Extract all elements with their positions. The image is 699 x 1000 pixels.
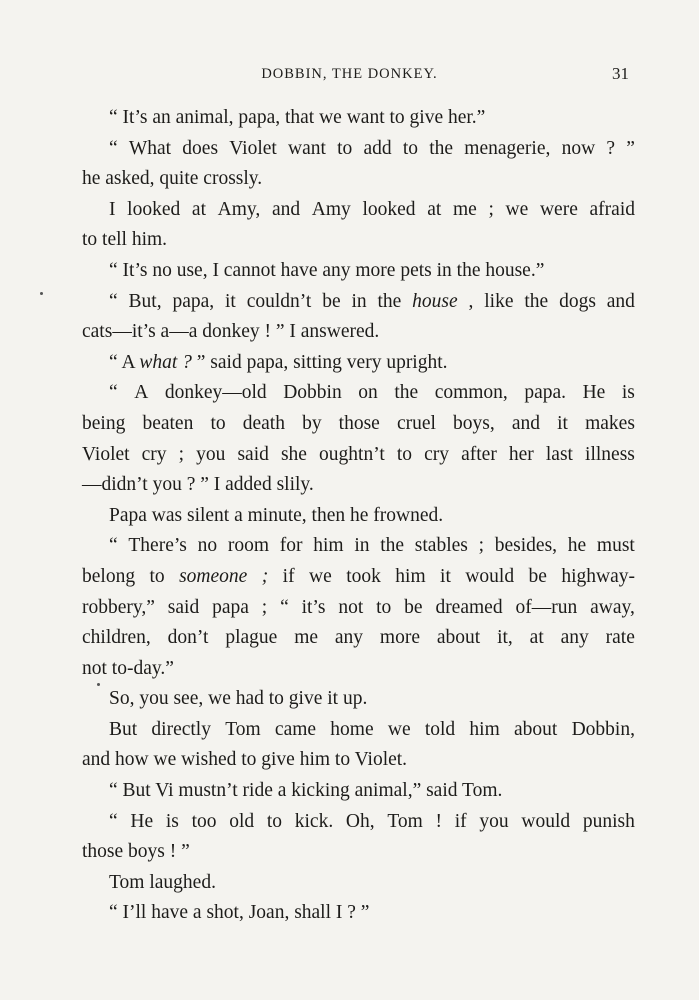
text-segment: So, you see, we had to give it up. xyxy=(109,688,368,710)
text-segment: “ It’s an animal, papa, that we want to give her.” xyxy=(109,107,486,128)
word: house xyxy=(412,290,458,312)
word: Dobbin, xyxy=(571,718,635,740)
word: room xyxy=(227,535,270,557)
word: be xyxy=(404,596,423,618)
word: he xyxy=(567,535,587,557)
word: looked xyxy=(127,198,181,220)
word: she xyxy=(280,443,307,465)
text-line xyxy=(82,287,635,318)
word: we xyxy=(309,565,332,587)
word: more xyxy=(379,627,420,649)
text-line xyxy=(82,134,635,165)
text-line xyxy=(82,807,635,838)
word: of—run xyxy=(515,596,578,618)
word: about xyxy=(436,627,481,649)
word: away, xyxy=(590,596,635,618)
text-segment: what ? xyxy=(139,351,192,373)
word: and xyxy=(606,290,635,312)
word: There’s xyxy=(128,535,187,557)
word: it xyxy=(224,290,236,312)
word: couldn’t xyxy=(246,290,312,312)
text-line xyxy=(82,837,635,868)
text-line xyxy=(82,470,635,501)
word: Oh, xyxy=(345,810,375,832)
word: stables xyxy=(414,535,468,557)
word: Violet xyxy=(82,443,130,465)
word: “ xyxy=(280,596,289,618)
word: too xyxy=(191,810,217,832)
word: add xyxy=(363,137,392,159)
text-segment: to tell him. xyxy=(82,229,168,251)
word: came xyxy=(274,718,317,740)
word: on xyxy=(358,382,378,404)
word: for xyxy=(279,535,303,557)
text-line xyxy=(82,195,635,226)
word: told xyxy=(424,718,456,740)
word: and xyxy=(511,412,541,434)
word: does xyxy=(182,137,219,159)
word: ! xyxy=(435,810,443,832)
word: at xyxy=(191,198,206,220)
word: But, xyxy=(128,290,162,312)
word: about xyxy=(514,718,558,740)
word: me xyxy=(452,198,477,220)
word: those xyxy=(338,412,380,434)
word: children, xyxy=(82,627,151,649)
word: him xyxy=(469,718,500,740)
word: He xyxy=(130,810,154,832)
text-line xyxy=(82,501,635,532)
text-line xyxy=(82,103,635,134)
word: the xyxy=(394,382,419,404)
word: want xyxy=(288,137,326,159)
word: papa. xyxy=(524,382,567,404)
word: What xyxy=(128,137,172,159)
word: boys, xyxy=(453,412,495,434)
text-segment: ” said papa, sitting very upright. xyxy=(191,351,448,373)
word: to xyxy=(149,565,165,587)
word: and xyxy=(271,198,301,220)
word: any xyxy=(560,627,589,649)
word: if xyxy=(454,810,467,832)
word: to xyxy=(402,137,419,159)
word: to xyxy=(266,810,283,832)
word: last xyxy=(545,443,573,465)
word: cruel xyxy=(396,412,436,434)
word: were xyxy=(539,198,578,220)
word: after xyxy=(461,443,497,465)
word: ? xyxy=(606,137,616,159)
word: in xyxy=(351,290,367,312)
word: the xyxy=(380,535,405,557)
word: ; xyxy=(488,198,494,220)
word: being xyxy=(82,412,126,434)
word: her xyxy=(508,443,534,465)
text-line xyxy=(82,684,635,715)
word: But xyxy=(109,718,138,740)
word: you xyxy=(479,810,509,832)
word: him xyxy=(395,565,426,587)
word: is xyxy=(165,810,179,832)
word: is xyxy=(621,382,635,404)
word: at xyxy=(529,627,544,649)
word: any xyxy=(334,627,364,649)
word: menagerie, xyxy=(464,137,551,159)
word: plague xyxy=(225,627,278,649)
word: home xyxy=(330,718,374,740)
word: must xyxy=(596,535,635,557)
word: me xyxy=(294,627,319,649)
word: ; xyxy=(178,443,185,465)
text-line xyxy=(82,593,635,624)
word: by xyxy=(302,412,322,434)
body-text xyxy=(82,103,635,929)
word: He xyxy=(582,382,606,404)
text-line xyxy=(82,654,635,685)
text-line xyxy=(82,776,635,807)
word: the xyxy=(524,290,549,312)
word: kick. xyxy=(294,810,334,832)
word: it xyxy=(557,412,568,434)
word: death xyxy=(242,412,285,434)
word: oughtn’t xyxy=(319,443,385,465)
running-title: DOBBIN, THE DONKEY. xyxy=(261,66,438,82)
word: highway- xyxy=(561,565,635,587)
word: be xyxy=(528,565,547,587)
word: ; xyxy=(261,596,268,618)
word: belong xyxy=(82,565,136,587)
word: to xyxy=(396,443,413,465)
word: it xyxy=(440,565,451,587)
word: papa, xyxy=(172,290,215,312)
text-line xyxy=(82,409,635,440)
word: “ xyxy=(109,382,118,404)
word: directly xyxy=(151,718,211,740)
word: we xyxy=(387,718,411,740)
word: it’s xyxy=(301,596,326,618)
word: not xyxy=(338,596,364,618)
word: cry xyxy=(424,443,450,465)
word: would xyxy=(521,810,571,832)
word: it, xyxy=(497,627,513,649)
word: “ xyxy=(109,810,118,832)
word: to xyxy=(376,596,392,618)
word: to xyxy=(337,137,353,159)
text-line xyxy=(82,317,635,348)
text-line xyxy=(82,623,635,654)
word: common, xyxy=(434,382,508,404)
word: if xyxy=(282,565,295,587)
word: dreamed xyxy=(435,596,503,618)
text-segment: Tom laughed. xyxy=(109,871,216,893)
text-segment: he asked, quite crossly. xyxy=(82,168,263,190)
text-segment: —didn’t you ? ” I added slily. xyxy=(82,474,314,496)
word: someone xyxy=(179,565,248,587)
word: papa xyxy=(212,596,249,618)
word: “ xyxy=(109,290,118,312)
word: , xyxy=(468,290,474,312)
word: looked xyxy=(362,198,416,220)
word: we xyxy=(505,198,529,220)
word: rate xyxy=(605,627,635,649)
word: ; xyxy=(478,535,485,557)
word: said xyxy=(237,443,269,465)
text-segment: and how we wished to give him to Violet. xyxy=(82,749,408,771)
word: afraid xyxy=(589,198,635,220)
text-line xyxy=(82,378,635,409)
text-segment: “ It’s no use, I cannot have any more pets in the house.” xyxy=(109,259,545,281)
text-line xyxy=(82,225,635,256)
word: him xyxy=(313,535,344,557)
word: illness xyxy=(585,443,635,465)
word: at xyxy=(427,198,442,220)
text-segment: “ But Vi mustn’t ride a kicking animal,” said Tom. xyxy=(109,780,503,802)
word: to xyxy=(210,412,226,434)
word: I xyxy=(109,198,116,220)
word: you xyxy=(196,443,226,465)
text-line xyxy=(82,440,635,471)
text-line xyxy=(82,715,635,746)
text-line xyxy=(82,531,635,562)
text-segment: Papa was silent a minute, then he frowned. xyxy=(109,504,444,526)
word: dogs xyxy=(559,290,596,312)
word: punish xyxy=(582,810,635,832)
text-segment: cats—it’s a—a donkey ! ” I answered. xyxy=(82,321,380,343)
text-line xyxy=(82,868,635,899)
text-segment: not to-day.” xyxy=(82,657,174,679)
text-segment: “ A xyxy=(109,351,140,373)
word: be xyxy=(322,290,341,312)
word: cry xyxy=(141,443,167,465)
word: old xyxy=(229,810,255,832)
word: “ xyxy=(109,535,118,557)
print-speck xyxy=(40,292,43,295)
word: besides, xyxy=(494,535,558,557)
word: robbery,” xyxy=(82,596,155,618)
text-line xyxy=(82,164,635,195)
word: no xyxy=(197,535,218,557)
text-segment: those boys ! ” xyxy=(82,841,190,863)
word: Amy xyxy=(311,198,351,220)
word: now xyxy=(561,137,596,159)
print-speck xyxy=(97,683,100,686)
word: “ xyxy=(109,137,118,159)
word: don’t xyxy=(167,627,209,649)
word: the xyxy=(377,290,402,312)
word: makes xyxy=(585,412,635,434)
text-line xyxy=(82,898,635,929)
text-line xyxy=(82,745,635,776)
word: like xyxy=(484,290,514,312)
word: would xyxy=(465,565,515,587)
word: Amy, xyxy=(217,198,261,220)
word: Tom xyxy=(225,718,261,740)
word: took xyxy=(346,565,381,587)
text-line xyxy=(82,348,635,379)
page-number: 31 xyxy=(612,64,629,83)
word: ” xyxy=(626,137,635,159)
word: ; xyxy=(261,565,269,587)
word: the xyxy=(429,137,454,159)
word: in xyxy=(354,535,370,557)
text-segment: “ I’ll have a shot, Joan, shall I ? ” xyxy=(109,902,370,924)
word: A xyxy=(134,382,149,404)
word: donkey—old xyxy=(164,382,267,404)
running-head xyxy=(0,64,699,86)
word: Dobbin xyxy=(283,382,342,404)
word: Violet xyxy=(229,137,277,159)
word: beaten xyxy=(142,412,194,434)
text-line xyxy=(82,256,635,287)
word: Tom xyxy=(387,810,423,832)
text-line xyxy=(82,562,635,593)
word: said xyxy=(167,596,200,618)
